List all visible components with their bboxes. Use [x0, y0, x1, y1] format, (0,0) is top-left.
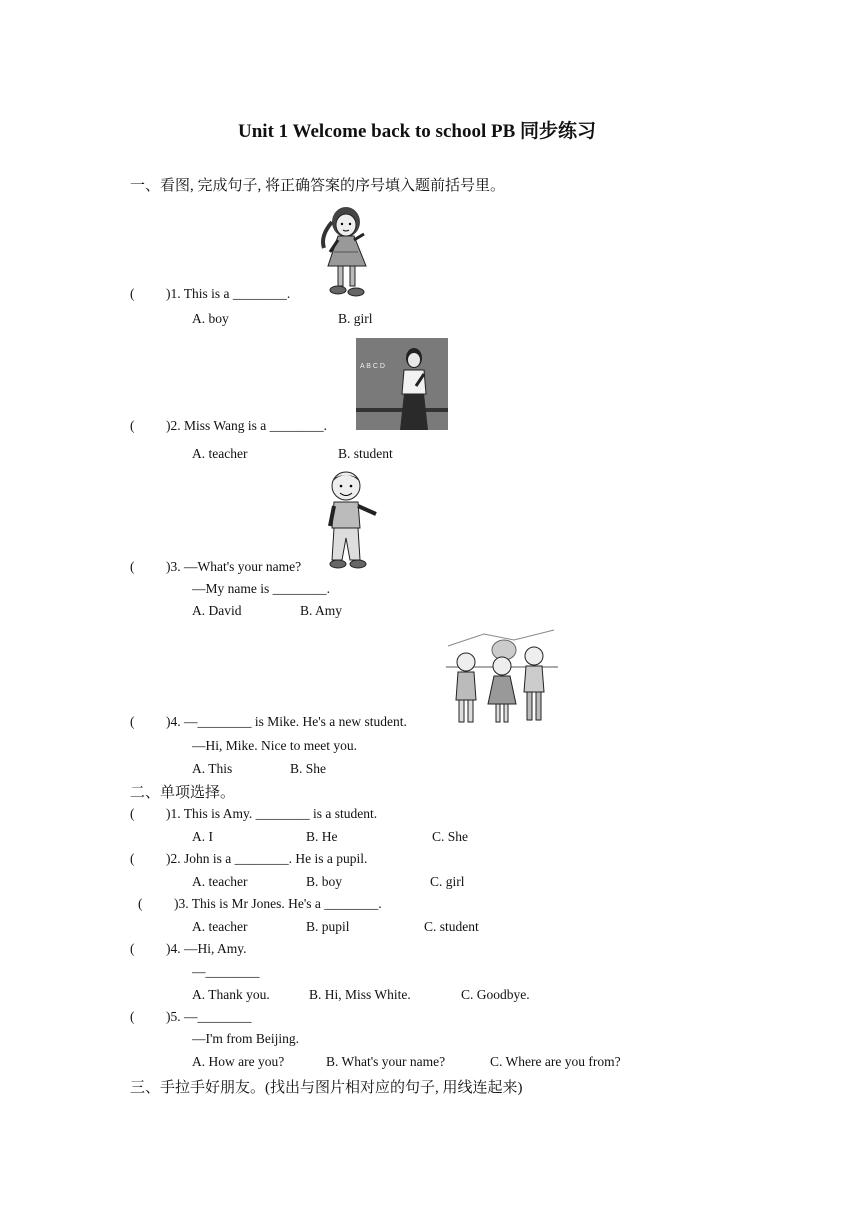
question-paren[interactable]: (: [130, 941, 135, 956]
question-paren[interactable]: (: [130, 851, 135, 866]
option-c[interactable]: C. Where are you from?: [490, 1054, 621, 1069]
option-c[interactable]: C. girl: [430, 874, 465, 889]
option-b[interactable]: B. Amy: [300, 603, 343, 618]
children-icon: [444, 626, 560, 730]
option-a[interactable]: A. This: [192, 761, 233, 776]
option-b[interactable]: B. boy: [306, 874, 343, 889]
question-text: )2. John is a ________. He is a pupil.: [166, 851, 368, 866]
question-paren[interactable]: (: [138, 896, 143, 911]
question-text: )1. This is a ________.: [166, 286, 291, 301]
question-line2: —I'm from Beijing.: [192, 1031, 300, 1046]
question-paren[interactable]: (: [130, 559, 135, 574]
question-text: )4. —________ is Mike. He's a new student.: [166, 714, 407, 729]
question-paren[interactable]: (: [130, 714, 135, 729]
question-text: )1. This is Amy. ________ is a student.: [166, 806, 378, 821]
question-line2: —My name is ________.: [192, 581, 330, 596]
question-line2: —________: [192, 964, 260, 979]
question-paren[interactable]: (: [130, 418, 135, 433]
section-1-heading: 一、看图, 完成句子, 将正确答案的序号填入题前括号里。: [130, 178, 506, 194]
board-text: A B C D: [360, 363, 385, 370]
question-paren[interactable]: (: [130, 286, 135, 301]
option-a[interactable]: A. Thank you.: [192, 987, 270, 1002]
question-text: )2. Miss Wang is a ________.: [166, 418, 328, 433]
option-c[interactable]: C. Goodbye.: [461, 987, 530, 1002]
option-a[interactable]: A. teacher: [192, 919, 248, 934]
option-b[interactable]: B. girl: [338, 311, 373, 326]
question-paren[interactable]: (: [130, 1009, 135, 1024]
option-b[interactable]: B. He: [306, 829, 338, 844]
section-3-heading: 三、手拉手好朋友。(找出与图片相对应的句子, 用线连起来): [130, 1080, 523, 1096]
page-title: Unit 1 Welcome back to school PB 同步练习: [238, 121, 597, 142]
section-2-heading: 二、单项选择。: [130, 785, 236, 801]
question-line2: —Hi, Mike. Nice to meet you.: [192, 738, 357, 753]
question-paren[interactable]: (: [130, 806, 135, 821]
question-text: )5. —________: [166, 1009, 252, 1024]
option-a[interactable]: A. I: [192, 829, 213, 844]
option-a[interactable]: A. boy: [192, 311, 229, 326]
option-b[interactable]: B. pupil: [306, 919, 350, 934]
question-text: )3. This is Mr Jones. He's a ________.: [174, 896, 382, 911]
option-c[interactable]: C. student: [424, 919, 479, 934]
option-b[interactable]: B. What's your name?: [326, 1054, 446, 1069]
teacher-icon: [356, 338, 448, 430]
option-b[interactable]: B. student: [338, 446, 393, 461]
option-c[interactable]: C. She: [432, 829, 469, 844]
option-b[interactable]: B. Hi, Miss White.: [309, 987, 411, 1002]
option-b[interactable]: B. She: [290, 761, 327, 776]
option-a[interactable]: A. How are you?: [192, 1054, 285, 1069]
question-text: )3. —What's your name?: [166, 559, 302, 574]
option-a[interactable]: A. teacher: [192, 446, 248, 461]
option-a[interactable]: A. David: [192, 603, 242, 618]
boy-icon: [318, 468, 382, 572]
girl-icon: [310, 200, 382, 300]
option-a[interactable]: A. teacher: [192, 874, 248, 889]
question-text: )4. —Hi, Amy.: [166, 941, 247, 956]
